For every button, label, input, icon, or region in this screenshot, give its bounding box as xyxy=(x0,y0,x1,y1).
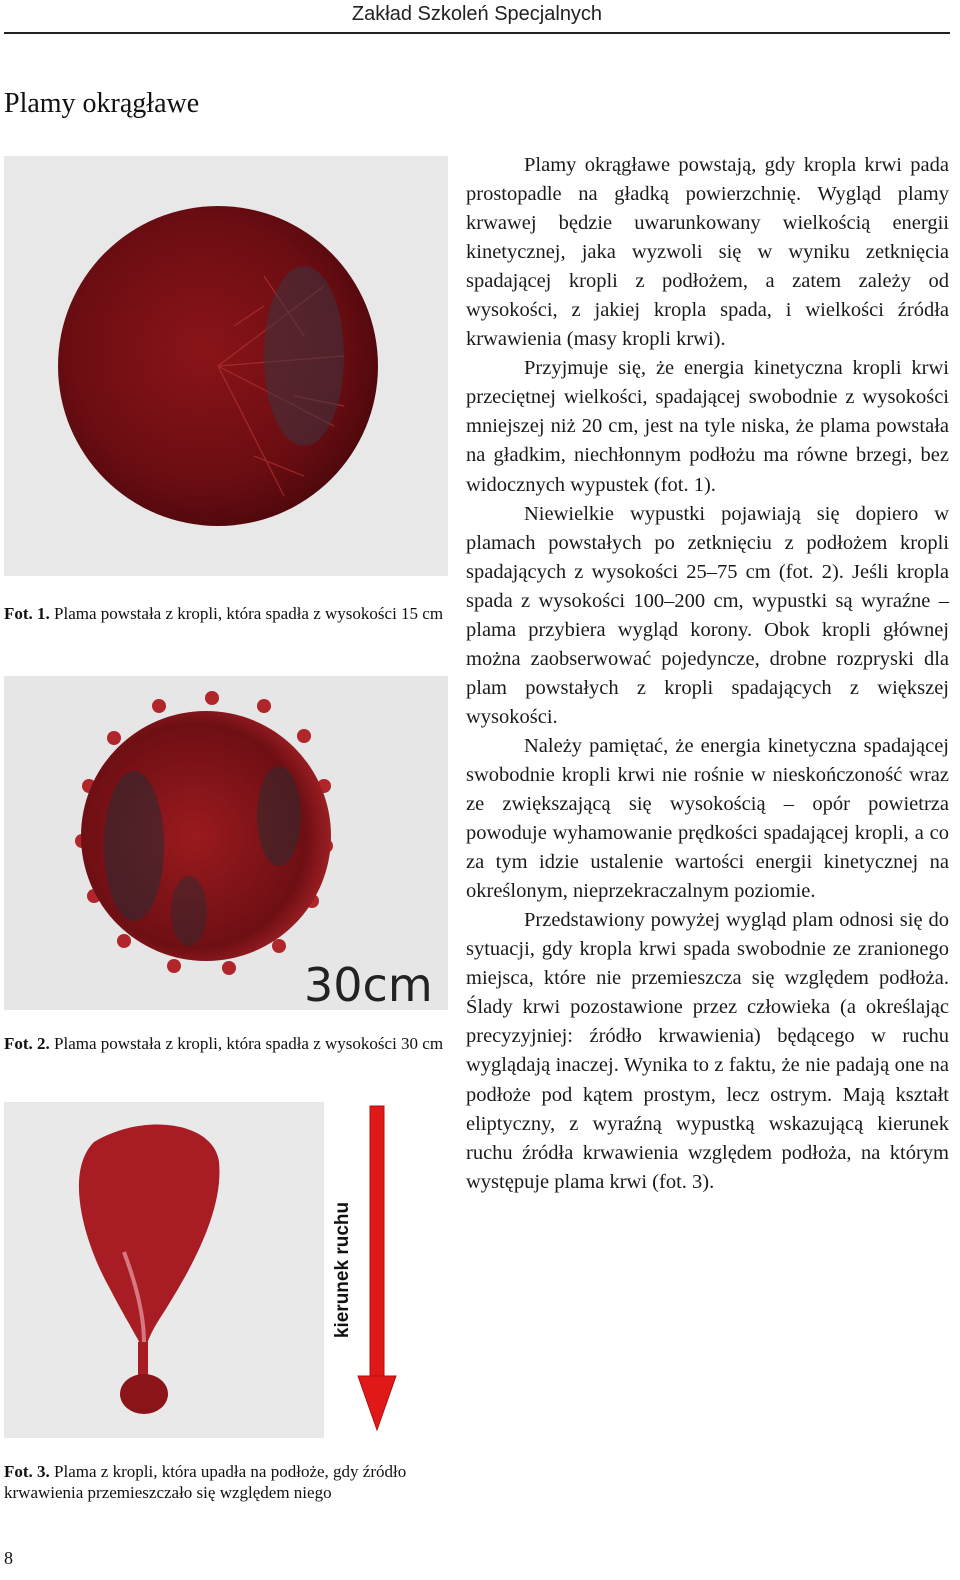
caption-fot-3 xyxy=(4,1461,444,1503)
section-title: Plamy okrągławe xyxy=(4,88,200,119)
caption-fot-2 xyxy=(4,1033,444,1054)
photo-annotation-height: 30cm xyxy=(304,958,433,1010)
stain-drop xyxy=(120,1374,168,1414)
paragraph-5: Przedstawiony powyżej wygląd plam odnosi się do sytuacji, gdy kropla krwi spada swobodnie ze zranionego miejsca, które nie przemieszcza się względem podłoża. Ślady krwi pozostawione przez człowieka (a określając precyzyjniej: źródło krwawienia) będącego w ruchu wyglądają inaczej. Wynika to z faktu, że nie padają one na podłoże pod kątem prostym, lecz ostrym. Mają kształt eliptyczny, z wyraźną wypustką wskazującą kierunek ruchu źródła krwawienia względem podłoża, na którym występuje plama krwi (fot. 3). xyxy=(466,909,949,1193)
photo-3-elongated-stain xyxy=(4,1102,324,1438)
caption-text: Plama powstała z kropli, która spadła z wysokości 15 cm xyxy=(54,604,444,623)
stain-dry-bottom xyxy=(171,876,207,946)
round-stain-illustration xyxy=(4,156,448,576)
arrow-down-icon xyxy=(330,1100,410,1440)
direction-arrow xyxy=(330,1100,410,1440)
stain-dry-left xyxy=(104,771,164,921)
paragraph-3: Niewielkie wypustki pojawiają się dopiero w plamach powstałych po zetknięciu z podłożem kropli spadających z wysokości 25–75 cm (fot. 2). Jeśli kropla spada z wysokości 100–200 cm, wypustki są wyraźne – plama przybiera wygląd korony. Obok kropli głównej można zaobserwować pojedyncze, drobne rozpryski dla plam powstałych z kropli spadających z większej wysokości. xyxy=(466,502,949,728)
crown-stain-illustration xyxy=(4,676,448,1010)
caption-label: Fot. 2. xyxy=(4,1034,50,1053)
caption-label: Fot. 3. xyxy=(4,1462,50,1481)
direction-label-text: kierunek ruchu xyxy=(332,1201,353,1339)
caption-fot-1 xyxy=(4,603,444,624)
paragraph-1: Plamy okrągławe powstają, gdy kropla krwi pada prostopadle na gładką powierzchnię. Wygląd plamy krwawej będzie uwarunkowany wielkością energii kinetycznej, jaka wyzwoli się w wyniku zetknięcia spadającej kropli z podłożem, a zatem zależy od wysokości, z jakiej kropla spada, i wielkości źródła krwawienia (masy kropli krwi). xyxy=(466,154,949,351)
photo-2-crown-stain xyxy=(4,676,448,1010)
header-title: Zakład Szkoleń Specjalnych xyxy=(351,3,603,25)
elongated-stain-illustration xyxy=(4,1102,324,1438)
caption-label: Fot. 1. xyxy=(4,604,50,623)
paragraph-2: Przyjmuje się, że energia kinetyczna kropli krwi przeciętnej wielkości, spadającej swobodnie z wysokości mniejszej niż 20 cm, jest na tyle niska, że plama powstała na gładkim, niechłonnym podłożu ma równe brzegi, bez widocznych wypustek (fot. 1). xyxy=(466,357,949,496)
page-number: 8 xyxy=(4,1548,13,1568)
paragraph-4: Należy pamiętać, że energia kinetyczna spadającej swobodnie kropli krwi nie rośnie w nieskończoność wraz ze zwiększającą się wysokością – opór powietrza powoduje wyhamowanie prędkości spadającej kropli, a co za tym idzie ustalenie wartości energii kinetycznej na określonym, nieprzekraczalnym poziomie. xyxy=(466,734,949,903)
caption-text: Plama z kropli, która upadła na podłoże, gdy źródło krwawienia przemieszczało się względem niego xyxy=(4,1462,407,1502)
stain-dry-area xyxy=(264,266,344,446)
running-header xyxy=(4,0,950,34)
caption-text: Plama powstała z kropli, która spadła z wysokości 30 cm xyxy=(54,1034,444,1053)
body-text-column xyxy=(466,151,949,1197)
photo-1-round-stain xyxy=(4,156,448,576)
stain-dry-right xyxy=(257,766,301,866)
